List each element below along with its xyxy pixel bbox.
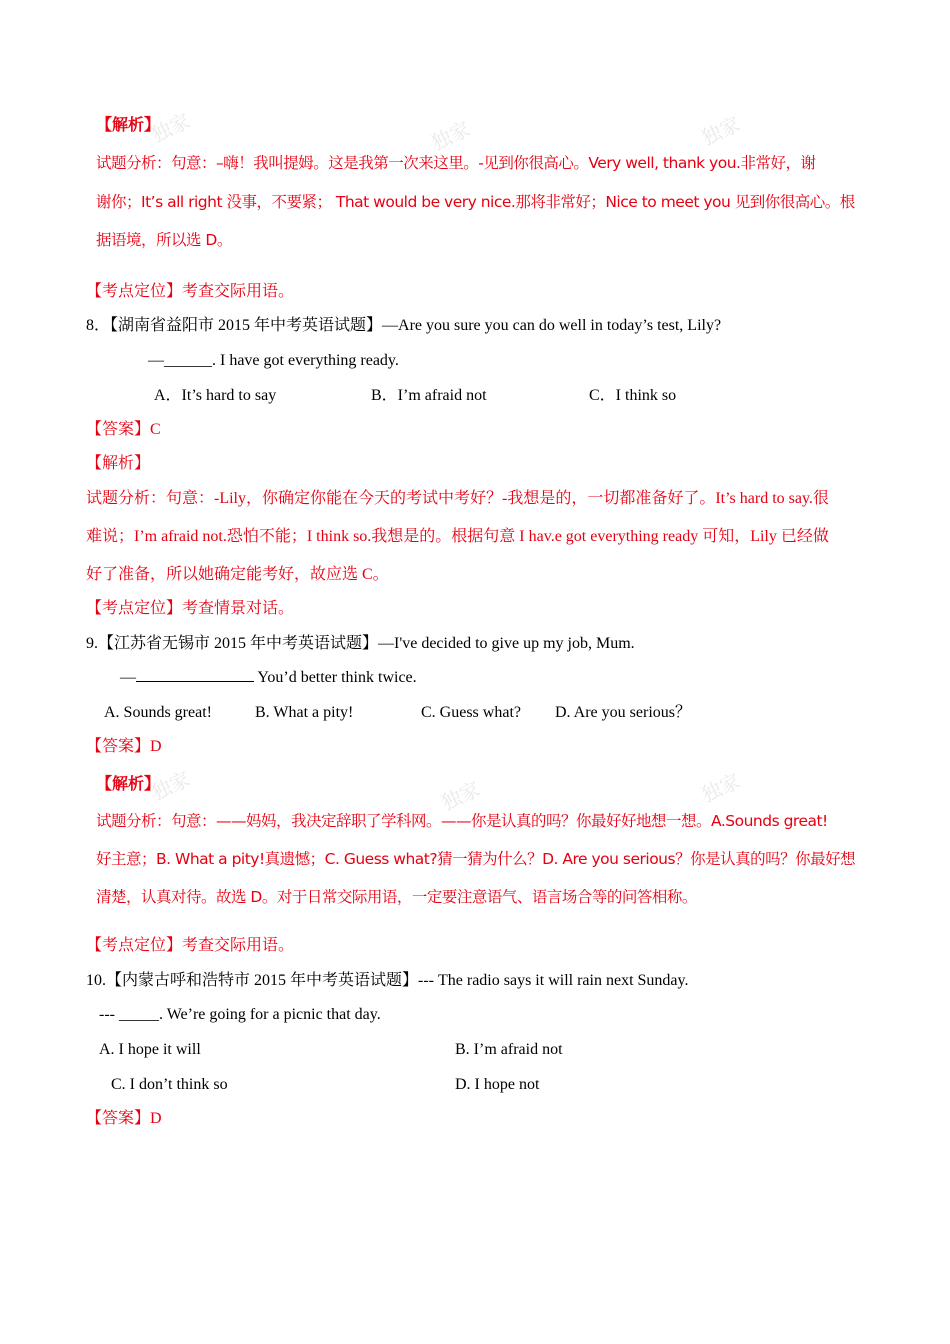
watermark: 独家 bbox=[437, 776, 484, 816]
question-9-reply bbox=[120, 667, 417, 689]
question-source: 9.【江苏省无锡市 2015 年中考英语试题】 bbox=[86, 635, 379, 652]
watermark: 独家 bbox=[697, 768, 744, 808]
analysis-line: 好了准备，所以她确定能考好，故应选 C。 bbox=[86, 566, 389, 583]
watermark: 独家 bbox=[147, 766, 194, 806]
analysis-line: 据语境，所以选 D。 bbox=[96, 231, 232, 249]
analysis-heading: 【解析】 bbox=[96, 774, 161, 793]
option-c: C. Guess what? bbox=[421, 704, 521, 721]
kaodian-note: 【考点定位】考查交际用语。 bbox=[86, 937, 295, 954]
option-b: B．I’m afraid not bbox=[371, 387, 487, 404]
option-b: B. What a pity! bbox=[255, 704, 354, 721]
kaodian-note: 【考点定位】考查情景对话。 bbox=[86, 600, 295, 617]
analysis-line: 谢你；It’s all right 没事，不要紧； That would be very nice.那将非常好；Nice to meet you 见到你很高心。根 bbox=[96, 193, 855, 211]
question-text: —I've decided to give up my job, Mum. bbox=[378, 635, 635, 652]
question-8-stem bbox=[86, 315, 721, 337]
question-source: 8．【湖南省益阳市 2015 年中考英语试题】 bbox=[86, 317, 383, 334]
question-10-reply: --- _____. We’re going for a picnic that day. bbox=[99, 1006, 381, 1023]
analysis-line: 试题分析：句意：——妈妈，我决定辞职了学科网。——你是认真的吗？你最好好地想一想。A.Sounds great! bbox=[96, 812, 828, 830]
question-source: 10.【内蒙古呼和浩特市 2015 年中考英语试题】 bbox=[86, 972, 419, 989]
option-d: D. Are you serious？ bbox=[555, 704, 691, 721]
answer-blank bbox=[136, 667, 254, 682]
question-9-stem bbox=[86, 633, 635, 655]
watermark: 独家 bbox=[427, 116, 474, 156]
option-d: D. I hope not bbox=[455, 1076, 540, 1093]
answer-label: 【答案】C bbox=[86, 421, 161, 438]
analysis-line: 好主意；B. What a pity!真遗憾；C. Guess what?猜一猜为什么？D. Are you serious？你是认真的吗？你最好想 bbox=[96, 850, 856, 868]
option-a: A. I hope it will bbox=[99, 1041, 201, 1058]
question-text: —Are you sure you can do well in today’s test, Lily? bbox=[382, 317, 722, 334]
analysis-heading: 【解析】 bbox=[86, 455, 151, 472]
watermark: 独家 bbox=[697, 111, 744, 151]
question-text: --- The radio says it will rain next Sunday. bbox=[418, 972, 689, 989]
answer-label: 【答案】D bbox=[86, 738, 162, 755]
option-a: A．It’s hard to say bbox=[154, 387, 277, 404]
answer-label: 【答案】D bbox=[86, 1110, 162, 1127]
analysis-line: 试题分析：句意：–嗨！我叫提姆。这是我第一次来这里。-见到你很高心。Very well, thank you.非常好，谢 bbox=[96, 154, 816, 172]
kaodian-note: 【考点定位】考查交际用语。 bbox=[86, 283, 295, 300]
reply-text: You’d better think twice. bbox=[254, 669, 417, 686]
watermark: 独家 bbox=[147, 108, 194, 148]
analysis-line: 清楚，认真对待。故选 D。对于日常交际用语，一定要注意语气、语言场合等的问答相称。 bbox=[96, 888, 697, 906]
analysis-line: 难说；I’m afraid not.恐怕不能；I think so.我想是的。根据句意 I hav.e got everything ready 可知，Lily 已经做 bbox=[86, 528, 829, 545]
option-b: B. I’m afraid not bbox=[455, 1041, 563, 1058]
analysis-line: 试题分析：句意：-Lily，你确定你能在今天的考试中考好？-我想是的，一切都准备好了。It’s hard to say.很 bbox=[86, 490, 829, 507]
option-c: C．I think so bbox=[589, 387, 677, 404]
dash: — bbox=[120, 669, 136, 686]
analysis-heading: 【解析】 bbox=[96, 115, 161, 134]
question-8-reply: —______. I have got everything ready. bbox=[148, 352, 399, 369]
option-a: A. Sounds great! bbox=[104, 704, 212, 721]
option-c: C. I don’t think so bbox=[111, 1076, 228, 1093]
question-10-stem bbox=[86, 970, 688, 992]
